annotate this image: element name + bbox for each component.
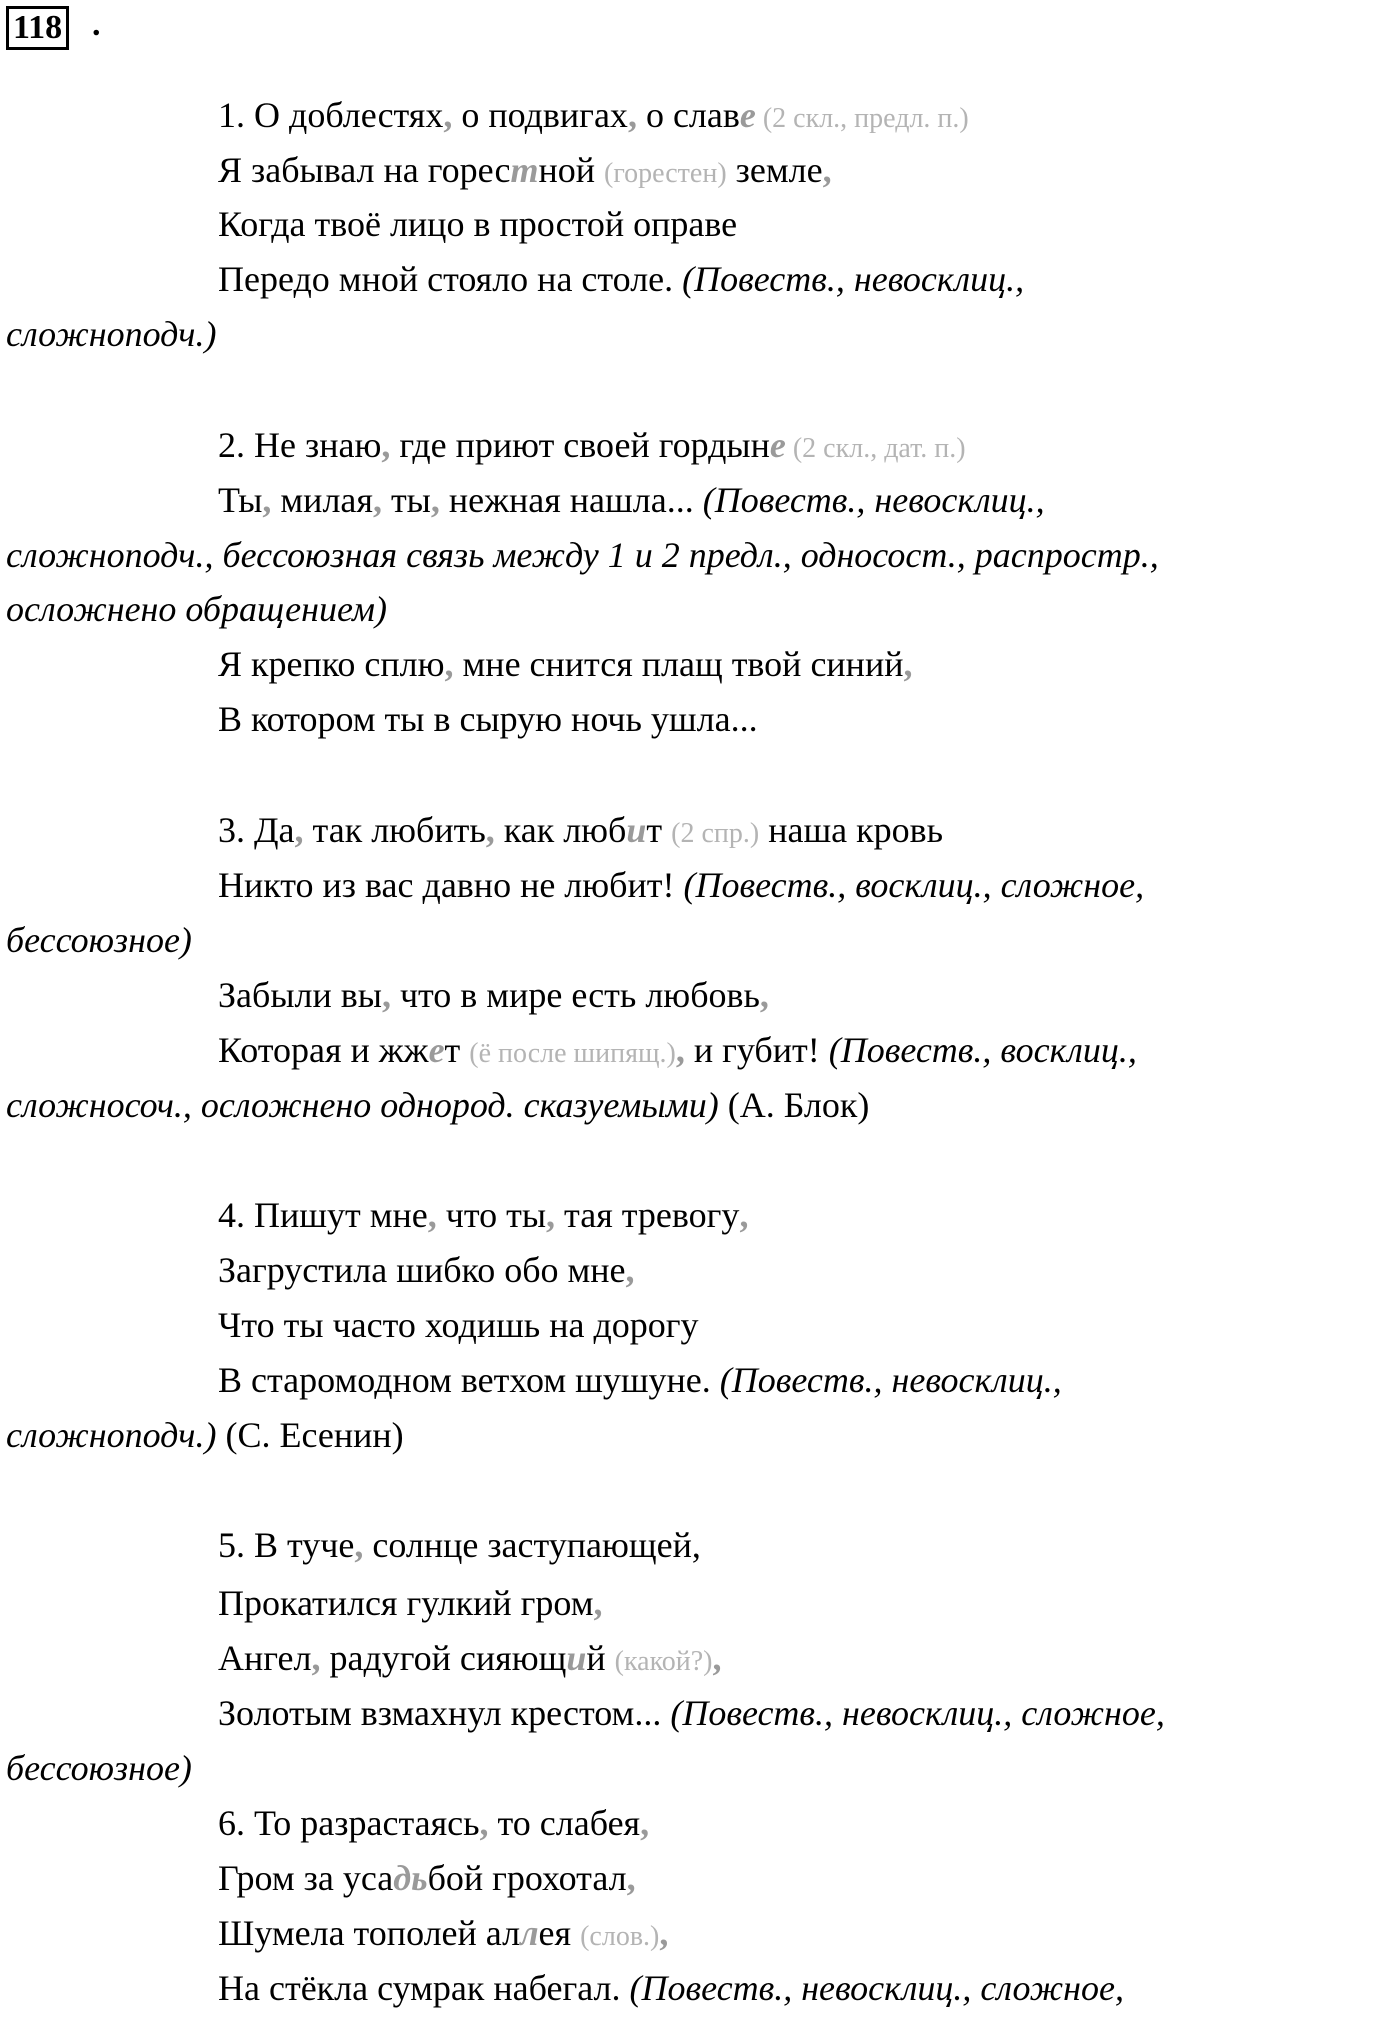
- highlighted-mark: ,: [593, 1583, 603, 1623]
- text-segment: Гром за уса: [218, 1858, 394, 1898]
- highlighted-mark: ,: [262, 480, 272, 520]
- text-segment: В старомодном ветхом шушуне.: [218, 1360, 720, 1400]
- text-segment: Передо мной стояло на столе.: [218, 259, 683, 299]
- text-line: [218, 865, 1144, 905]
- grammar-hint: (какой?): [614, 1646, 713, 1677]
- text-segment: о подвигах: [452, 95, 628, 135]
- grammar-hint: (ё после шипящ.): [469, 1038, 676, 1069]
- text-segment: Загрустила шибко обо мне: [218, 1250, 626, 1290]
- text-segment: Я забывал на горес: [218, 150, 511, 190]
- sentence-analysis: сложноподч.): [6, 314, 217, 354]
- text-segment: так любить: [303, 810, 486, 850]
- text-segment: Шумела тополей ал: [218, 1913, 521, 1953]
- text-segment: Забыли вы: [218, 975, 382, 1015]
- text-line: [6, 1085, 869, 1125]
- text-line: [218, 1638, 722, 1682]
- sentence-analysis: бессоюзное): [6, 1748, 192, 1788]
- text-segment: 5. В туче: [218, 1525, 355, 1565]
- text-segment: Которая и жж: [218, 1030, 429, 1070]
- text-line: [218, 1250, 635, 1290]
- text-segment: что ты: [436, 1195, 547, 1235]
- text-line: [218, 810, 943, 854]
- text-segment: о слав: [636, 95, 740, 135]
- highlighted-mark: ,: [659, 1913, 669, 1953]
- text-line: [6, 535, 1159, 575]
- highlighted-mark: ,: [427, 1195, 437, 1235]
- text-line: [218, 1803, 649, 1843]
- text-segment: то слабея: [488, 1803, 641, 1843]
- highlighted-mark: ,: [625, 1250, 635, 1290]
- sentence-analysis: сложносоч., осложнено однород. сказуемыми): [6, 1085, 719, 1125]
- highlighted-mark: и: [626, 810, 647, 850]
- highlighted-mark: ,: [381, 425, 391, 465]
- sentence-analysis: осложнено обращением): [6, 589, 387, 629]
- sentence-analysis: (Повеств., невосклиц.,: [719, 1360, 1062, 1400]
- grammar-hint: (2 спр.): [671, 818, 760, 849]
- highlighted-mark: ,: [675, 1030, 685, 1070]
- text-segment: радугой сияющ: [320, 1638, 567, 1678]
- text-line: [218, 699, 758, 739]
- exercise-number-box: 118: [6, 6, 69, 50]
- text-segment: где приют своей гордын: [390, 425, 770, 465]
- text-segment: В котором ты в сырую ночь ушла...: [218, 699, 758, 739]
- highlighted-mark: ,: [822, 150, 832, 190]
- text-segment: Я крепко сплю: [218, 644, 445, 684]
- sentence-analysis: (Повеств., восклиц., сложное,: [683, 865, 1145, 905]
- grammar-hint: (горестен): [604, 158, 727, 189]
- highlighted-mark: ,: [627, 95, 637, 135]
- text-segment: (С. Есенин): [216, 1415, 404, 1455]
- highlighted-mark: ,: [739, 1195, 749, 1235]
- text-line: [218, 1360, 1062, 1400]
- sentence-analysis: (Повеств., невосклиц., сложное,: [629, 1968, 1124, 2008]
- text-line: [218, 1968, 1124, 2008]
- highlighted-mark: л: [520, 1913, 539, 1953]
- text-line: [218, 480, 1045, 520]
- highlighted-mark: е: [428, 1030, 445, 1070]
- highlighted-mark: ,: [443, 95, 453, 135]
- text-segment: что в мире есть любовь: [390, 975, 760, 1015]
- text-line: [218, 1195, 748, 1235]
- text-segment: как люб: [494, 810, 627, 850]
- text-line: [218, 1583, 603, 1623]
- sentence-analysis: (Повеств., невосклиц., сложное,: [670, 1693, 1165, 1733]
- text-line: [218, 975, 769, 1015]
- highlighted-mark: и: [566, 1638, 587, 1678]
- text-segment: ты: [381, 480, 431, 520]
- exercise-number-dot: .: [92, 6, 101, 43]
- text-segment: ной: [538, 150, 605, 190]
- highlighted-mark: ,: [903, 644, 913, 684]
- highlighted-mark: ,: [311, 1638, 321, 1678]
- text-segment: т: [646, 810, 672, 850]
- text-segment: Прокатился гулкий гром: [218, 1583, 594, 1623]
- text-segment: (А. Блок): [718, 1085, 870, 1125]
- text-segment: Ты: [218, 480, 263, 520]
- text-segment: Что ты часто ходишь на дорогу: [218, 1305, 699, 1345]
- highlighted-mark: е: [739, 95, 756, 135]
- text-line: [6, 1415, 404, 1455]
- sentence-analysis: сложноподч., бессоюзная связь между 1 и 2 предл., односост., распростр.,: [6, 535, 1159, 575]
- text-line: [218, 1030, 1137, 1074]
- text-segment: Никто из вас давно не любит!: [218, 865, 684, 905]
- sentence-analysis: (Повеств., невосклиц.,: [682, 259, 1025, 299]
- text-line: [6, 1748, 192, 1788]
- sentence-analysis: (Повеств., восклиц.,: [828, 1030, 1137, 1070]
- text-segment: Когда твоё лицо в простой оправе: [218, 204, 738, 244]
- text-segment: Золотым взмахнул крестом...: [218, 1693, 671, 1733]
- highlighted-mark: дь: [393, 1858, 428, 1898]
- highlighted-mark: ,: [372, 480, 382, 520]
- text-segment: На стёкла сумрак набегал.: [218, 1968, 630, 2008]
- highlighted-mark: ,: [381, 975, 391, 1015]
- highlighted-mark: ,: [546, 1195, 556, 1235]
- text-segment: т: [444, 1030, 470, 1070]
- text-line: [6, 920, 192, 960]
- text-segment: 3. Да: [218, 810, 295, 850]
- text-line: [218, 1693, 1165, 1733]
- text-segment: 4. Пишут мне: [218, 1195, 428, 1235]
- text-segment: 2. Не знаю: [218, 425, 382, 465]
- text-line: [218, 95, 969, 139]
- sentence-analysis: (Повеств., невосклиц.,: [702, 480, 1045, 520]
- highlighted-mark: т: [510, 150, 539, 190]
- highlighted-mark: ,: [444, 644, 454, 684]
- sentence-analysis: бессоюзное): [6, 920, 192, 960]
- text-line: [218, 1858, 636, 1898]
- text-line: [218, 425, 966, 469]
- grammar-hint: (2 скл., предл. п.): [755, 103, 969, 134]
- highlighted-mark: ,: [294, 810, 304, 850]
- text-line: [218, 150, 832, 194]
- text-line: [218, 1305, 699, 1345]
- highlighted-mark: ,: [759, 975, 769, 1015]
- highlighted-mark: е: [769, 425, 786, 465]
- text-segment: мне снится плащ твой синий: [453, 644, 904, 684]
- highlighted-mark: ,: [479, 1803, 489, 1843]
- highlighted-mark: ,: [485, 810, 495, 850]
- highlighted-mark: ,: [712, 1638, 722, 1678]
- text-line: [218, 259, 1024, 299]
- highlighted-mark: ,: [430, 480, 440, 520]
- text-line: [218, 644, 912, 684]
- highlighted-mark: ,: [354, 1525, 364, 1565]
- text-segment: наша кровь: [759, 810, 944, 850]
- text-line: [6, 589, 387, 629]
- text-segment: тая тревогу: [555, 1195, 740, 1235]
- text-segment: й: [586, 1638, 615, 1678]
- text-line: [218, 204, 737, 244]
- text-segment: 6. То разрастаясь: [218, 1803, 480, 1843]
- text-segment: 1. О доблестях: [218, 95, 444, 135]
- text-segment: солнце заступающей,: [363, 1525, 701, 1565]
- text-segment: нежная нашла...: [439, 480, 703, 520]
- text-segment: и губит!: [684, 1030, 829, 1070]
- text-segment: земле: [726, 150, 823, 190]
- highlighted-mark: ,: [640, 1803, 650, 1843]
- grammar-hint: (2 скл., дат. п.): [785, 433, 966, 464]
- text-line: [6, 314, 216, 354]
- text-segment: милая: [271, 480, 373, 520]
- text-line: [218, 1525, 701, 1565]
- text-line: [218, 1913, 668, 1957]
- text-segment: Ангел: [218, 1638, 312, 1678]
- highlighted-mark: ,: [626, 1858, 636, 1898]
- grammar-hint: (слов.): [580, 1921, 660, 1952]
- text-segment: ея: [538, 1913, 581, 1953]
- sentence-analysis: сложноподч.): [6, 1415, 217, 1455]
- text-segment: бой грохотал: [427, 1858, 627, 1898]
